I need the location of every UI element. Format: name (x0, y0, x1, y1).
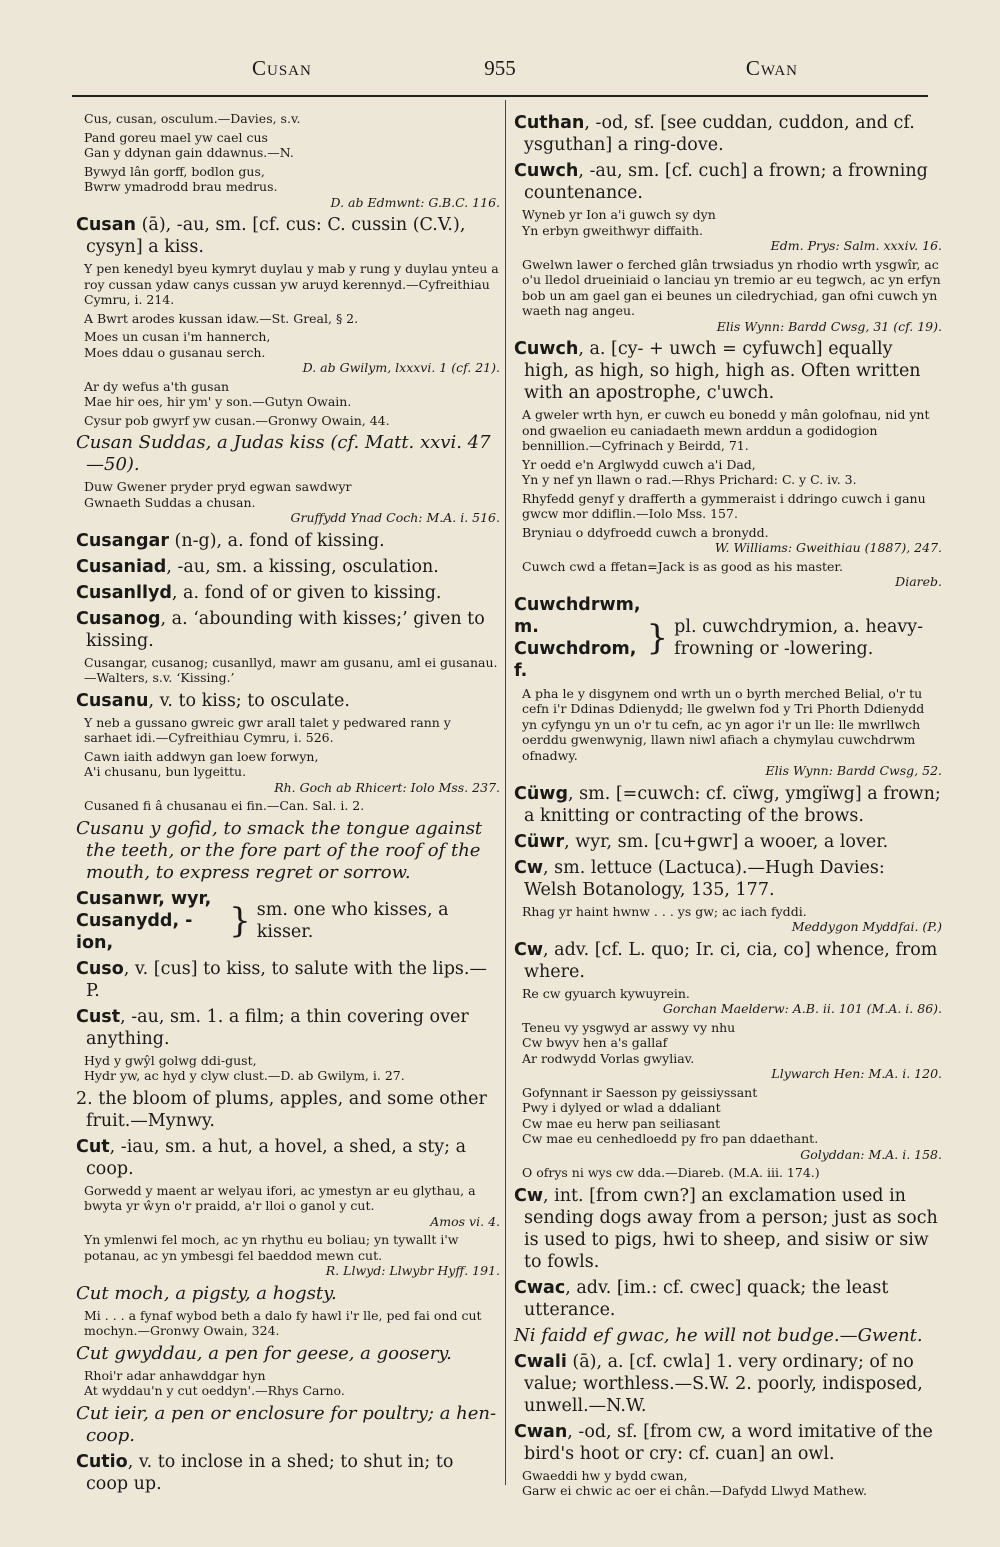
entry-definition: , sm. lettuce (Lactuca).—Hugh Davies: Welsh Botanology, 135, 177. (524, 857, 885, 900)
quotation (84, 749, 500, 796)
paired-entry (514, 594, 942, 682)
quotation-line: Gwaeddi hw y bydd cwan, (522, 1467, 688, 1483)
entry-definition: , v. [cus] to kiss, to salute with the lips.— P. (86, 958, 487, 1001)
quotation-line: Mae hir oes, hir ym' y son.—Gutyn Owain. (84, 394, 352, 409)
quotation-line: Mi . . . a fynaf wybod beth a dalo fy hawl i'r lle, ped fai ond cut mochyn.—Gronwy Owain, 324. (84, 1307, 482, 1338)
entry-headword: Cuthan (514, 113, 585, 133)
dictionary-entry (514, 939, 942, 983)
quotation-line: Hydr yw, ac hyd y clyw clust.—D. ab Gwilym, i. 27. (84, 1068, 405, 1083)
entry-phrase: Cut gwyddau, a pen for geese, a goosery. (76, 1342, 452, 1364)
quotation-source: Golyddan: M.A. i. 158. (800, 1146, 942, 1162)
entry-phrase: Ni faidd ef gwac, he will not budge.—Gwent. (514, 1324, 923, 1346)
brace-glyph: } (646, 617, 669, 658)
column-divider (505, 100, 506, 1485)
quotation-line: Rhag yr haint hwnw . . . ys gw; ac iach fyddi. (522, 903, 807, 919)
quotation (84, 130, 500, 161)
quotation-line: Cw mae eu cenhedloedd py fro pan ddaethant. (522, 1131, 819, 1146)
quotation-source: Diareb. (895, 574, 942, 589)
quotation (522, 1165, 942, 1181)
entry-headword: Cüwg (514, 783, 568, 804)
entry-definition: , v. to inclose in a shed; to shut in; to coop up. (86, 1451, 454, 1494)
entry-definition: (ā), a. [cf. cwla] 1. very ordinary; of no value; worthless.—S.W. 2. poorly, indisposed, unwell.—N.W. (524, 1351, 923, 1416)
quotation-line: A pha le y disgynem ond wrth un o byrth merched Belial, o'r tu cefn i'r Ddinas Ddienydd; lle gwelwn fod y Tri Phorth Ddienydd yn cyfyngu yn un o'r tu cefn, ac yn agor i'r un lle: lle mwrllwch oerddu gwenwynig, llawn niwl afiach a chymylau cuwchdrwm ofnadwy. (522, 685, 925, 763)
entry-headword: Cuwchdrom, f. (514, 638, 637, 681)
entry-headword: Cusanu (76, 690, 149, 711)
quotation (522, 525, 942, 556)
quotation (84, 479, 500, 526)
quotation (84, 164, 500, 211)
quotation-line: Y neb a gussano gwreic gwr arall talet y pedwared rann y sarhaet idi.—Cyfreithiau Cymru, i. 526. (84, 714, 451, 745)
quotation-source: Elis Wynn: Bardd Cwsg, 31 (cf. 19). (716, 318, 942, 334)
dictionary-entry (76, 214, 500, 258)
quotation-source: Gorchan Maelderw: A.B. ii. 101 (M.A. i. 86). (662, 1001, 942, 1016)
quotation-line: Cysur pob gwyrf yw cusan.—Gronwy Owain, 44. (84, 412, 390, 428)
quotation-source: W. Williams: Gweithiau (1887), 247. (714, 540, 942, 555)
entry-headword: Cust (76, 1006, 121, 1027)
quotation (84, 655, 500, 686)
entry-definition: , v. to kiss; to osculate. (148, 690, 350, 711)
quotation-source: R. Llwyd: Llwybr Hyff. 191. (325, 1263, 500, 1278)
quotation (84, 1308, 500, 1339)
dictionary-entry (514, 831, 942, 853)
quotation-line: Gwnaeth Suddas a chusan. (84, 494, 256, 510)
entry-definition: , adv. [im.: cf. cwec] quack; the least utterance. (524, 1277, 889, 1320)
quotation-line: Garw ei chwic ac oer ei chân.—Dafydd Llwyd Mathew. (522, 1483, 867, 1498)
quotation-line: Rhoi'r adar anhawddgar hyn (84, 1367, 266, 1383)
quotation-line: Gorwedd y maent ar welyau ifori, ac ymestyn ar eu glythau, a bwyta yr ŵyn o'r praidd, a'r lloi o ganol y cut. (84, 1182, 476, 1213)
left-column (76, 108, 500, 1497)
quotation (522, 257, 942, 335)
quotation-source: D. ab Gwilym, lxxxvi. 1 (cf. 21). (302, 360, 500, 375)
entry-definition: , -iau, sm. a hut, a hovel, a shed, a sty; a coop. (86, 1136, 467, 1179)
quotation (522, 986, 942, 1017)
header-left-word: Cusan (252, 56, 312, 80)
dictionary-entry (514, 1185, 942, 1273)
quotation-line: Re cw gyuarch kywuyrein. (522, 985, 690, 1001)
entry-headword: Cüwr (514, 831, 565, 852)
quotation-line: Yn ymlenwi fel moch, ac yn rhythu eu boliau; yn tywallt i'w potanau, ac yn ymbesgi fel baeddod mewn cut. (84, 1232, 459, 1263)
dictionary-entry (76, 1006, 500, 1050)
entry-headword: Cwali (514, 1351, 567, 1372)
quotation-line: Bwrw ymadrodd brau medrus. (84, 179, 278, 194)
quotation (522, 457, 942, 488)
quotation-line: Cw bwyv hen a's gallaf (522, 1035, 668, 1050)
dictionary-entry (76, 958, 500, 1002)
quotation-line: Cus, cusan, osculum.—Davies, s.v. (84, 111, 301, 126)
header-right-word: Cwan (745, 56, 798, 80)
quotation (84, 1232, 500, 1279)
dictionary-entry (514, 1277, 942, 1321)
entry-definition: , sm. [=cuwch: cf. cïwg, ymgïwg] a frown; a knitting or contracting of the brows. (524, 783, 941, 826)
brace-glyph: } (229, 900, 251, 941)
quotation-line: Yn erbyn gweithwyr diffaith. (522, 222, 703, 238)
dictionary-entry (514, 338, 942, 404)
quotation-line: Yr oedd e'n Arglwydd cuwch a'i Dad, (522, 456, 756, 472)
quotation-line: Pand goreu mael yw cael cus (84, 129, 268, 145)
entry-headword: Cut (76, 1136, 110, 1157)
quotation-line: At wyddau'n y cut oeddyn'.—Rhys Carno. (84, 1383, 345, 1398)
dictionary-entry (76, 690, 500, 712)
entry-definition: 2. the bloom of plums, apples, and some other fruit.—Mynwy. (76, 1088, 487, 1131)
quotation-line: Cawn iaith addwyn gan loew forwyn, (84, 748, 319, 764)
entry-definition: (ā), -au, sm. [cf. cus: C. cussin (C.V.), cysyn] a kiss. (86, 215, 466, 257)
entry-definition: , -au, sm. 1. a film; a thin covering over anything. (86, 1006, 469, 1049)
dictionary-entry (76, 582, 500, 604)
entry-definition: , a. ‘abounding with kisses;’ given to kissing. (86, 608, 485, 651)
dictionary-entry (76, 608, 500, 652)
quotation-line: Pwy i dylyed or wlad a ddaliant (522, 1100, 721, 1115)
dictionary-entry (514, 160, 942, 204)
entry-headword: Cwan (514, 1421, 568, 1442)
entry-headword: Cw (514, 857, 544, 878)
quotation (84, 715, 500, 746)
entry-headword: Cusanllyd (76, 582, 172, 603)
quotation-source: Meddygon Myddfai. (P.) (791, 919, 942, 934)
entry-headword: Cw (514, 1185, 544, 1206)
entry-headword: Cuwchdrwm, m. (514, 594, 641, 637)
quotation-line: Cusaned fi â chusanau ei fin.—Can. Sal. i. 2. (84, 798, 365, 813)
quotation (84, 798, 500, 814)
quotation (522, 1020, 942, 1082)
dictionary-entry (514, 112, 942, 156)
dictionary-entry (76, 530, 500, 552)
paired-entry (76, 888, 500, 954)
entry-definition: (n-g), a. fond of kissing. (168, 530, 385, 551)
paired-headwords (514, 594, 641, 682)
entry-definition: pl. cuwchdrymion, a. heavy-frowning or -lowering. (674, 616, 924, 659)
quotation-line: Rhyfedd genyf y drafferth a gymmeraist i ddringo cuwch i ganu gwcw mor ddiflin.—Iolo Mss. 157. (522, 490, 926, 521)
quotation-line: Cw mae eu herw pan seiliasant (522, 1115, 721, 1131)
entry-headword: Cusaniad (76, 556, 167, 577)
entry-definition: , -au, sm. a kissing, osculation. (166, 556, 439, 577)
quotation-line: Teneu vy ysgwyd ar asswy vy nhu (522, 1019, 736, 1035)
quotation (522, 207, 942, 254)
quotation-line: Yn y nef yn llawn o rad.—Rhys Prichard: C. y C. iv. 3. (522, 472, 857, 487)
quotation-line: Y pen kenedyl byeu kymryt duylau y mab y rung y duylau ynteu a roy cussan ydaw canys cussan yw aruyd kerennyd.—Cyfreithiau Cymru, i. 214. (84, 261, 499, 307)
page-number: 955 (484, 56, 516, 80)
entry-definition: , adv. [cf. L. quo; Ir. ci, cia, co] whence, from where. (524, 939, 938, 982)
dictionary-entry (514, 1421, 942, 1465)
quotation (84, 261, 500, 308)
quotation (522, 904, 942, 935)
entry-headword: Cutio (76, 1451, 128, 1472)
quotation-line: Cuwch cwd a ffetan=Jack is as good as his master. (522, 558, 843, 574)
entry-headword: Cuwch (514, 339, 579, 359)
quotation-line: Hyd y gwŷl golwg ddi-gust, (84, 1052, 257, 1068)
quotation-line: O ofrys ni wys cw dda.—Diareb. (M.A. iii. 174.) (522, 1165, 820, 1180)
quotation-source: Amos vi. 4. (430, 1213, 500, 1229)
entry-headword: Cw (514, 939, 544, 960)
entry-definition: sm. one who kisses, a kisser. (256, 899, 449, 942)
quotation (84, 1183, 500, 1230)
quotation-line: Moes un cusan i'm hannerch, (84, 329, 271, 344)
quotation-line: Cusangar, cusanog; cusanllyd, mawr am gusanu, aml ei gusanau.—Walters, s.v. ‘Kissing.’ (84, 654, 498, 685)
dictionary-entry (76, 1451, 500, 1495)
dictionary-entry (76, 1136, 500, 1180)
quotation (84, 413, 500, 429)
quotation-line: Gwelwn lawer o ferched glân trwsiadus yn rhodio wrth ysgwîr, ac o'u lledol drueiniaid o lanciau yn tremio ar eu tegwch, ac yn erfyn bob un am gael gan ei beunes un ciledrychiad, gan ofni cuwch yn waeth nag angeu. (522, 256, 941, 318)
quotation-line: Gofynnant ir Saesson py geissiyssant (522, 1084, 758, 1100)
quotation-line: Ar rodwydd Vorlas gwyliav. (522, 1050, 695, 1066)
right-column (514, 108, 942, 1502)
entry-definition: , -au, sm. [cf. cuch] a frown; a frowning countenance. (524, 161, 928, 203)
entry-phrase: Cusanu y gofid, to smack the tongue against the teeth, or the fore part of the roof of the mouth, to express regret or sorrow. (76, 817, 483, 883)
dictionary-entry (76, 556, 500, 578)
entry-phrase: Cut ieir, a pen or enclosure for poultry; a hen-coop. (76, 1402, 497, 1446)
quotation-line: Gan y ddynan gain ddawnus.—N. (84, 145, 294, 160)
quotation-source: Rh. Goch ab Rhicert: Iolo Mss. 237. (274, 779, 500, 795)
quotation-line: Ar dy wefus a'th gusan (84, 378, 230, 394)
page-header (72, 56, 928, 86)
entry-phrase: Cut moch, a pigsty, a hogsty. (76, 1282, 337, 1304)
quotation (522, 491, 942, 522)
entry-headword: Cwac (514, 1277, 566, 1298)
quotation-source: Edm. Prys: Salm. xxxiv. 16. (770, 238, 942, 253)
quotation-source: D. ab Edmwnt: G.B.C. 116. (330, 194, 500, 210)
entry-definition: , a. [cy- + uwch = cyfuwch] equally high, as high, so high, high as. Often written with an apostrophe, c'uwch. (524, 339, 921, 403)
quotation (522, 559, 942, 590)
quotation (522, 1468, 942, 1499)
entry-definition: , a. fond of or given to kissing. (171, 582, 442, 603)
dictionary-entry (514, 857, 942, 901)
entry-headword: Cusanog (76, 608, 161, 629)
quotation-line: Wyneb yr Ion a'i guwch sy dyn (522, 207, 716, 222)
quotation-line: A Bwrt arodes kussan idaw.—St. Greal, § 2. (84, 310, 359, 326)
quotation-line: A'i chusanu, bun lygeittu. (84, 764, 247, 779)
paired-headwords (76, 888, 223, 954)
dictionary-entry (76, 1088, 500, 1132)
quotation-line: Duw Gwener pryder pryd egwan sawdwyr (84, 479, 352, 494)
quotation (84, 329, 500, 376)
quotation (522, 407, 942, 454)
quotation (522, 1085, 942, 1163)
entry-headword: Cusanwr, wyr, (76, 888, 212, 909)
quotation (84, 1368, 500, 1399)
entry-definition: , -od, sf. [from cw, a word imitative of the bird's hoot or cry: cf. cuan] an owl. (524, 1421, 933, 1464)
entry-definition: , -od, sf. [see cuddan, cuddon, and cf. ysguthan] a ring-dove. (524, 113, 915, 155)
quotation-source: Llywarch Hen: M.A. i. 120. (771, 1066, 942, 1081)
dictionary-entry (514, 783, 942, 827)
entry-headword: Cuwch (514, 161, 579, 181)
quotation-line: A gweler wrth hyn, er cuwch eu bonedd y mân golofnau, nid ynt ond gwaelion eu caniadaeth mewn arddun a godidogion bennillion.—Cyfrinach y Beirdd, 71. (522, 407, 930, 453)
quotation-source: Elis Wynn: Bardd Cwsg, 52. (765, 763, 942, 778)
entry-definition: , wyr, sm. [cu+gwr] a wooer, a lover. (564, 831, 889, 852)
quotation (84, 379, 500, 410)
quotation (522, 686, 942, 779)
quotation (84, 111, 500, 127)
header-rule (72, 95, 928, 97)
entry-headword: Cusanydd, -ion, (76, 910, 193, 953)
quotation-source: Gruffydd Ynad Coch: M.A. i. 516. (290, 510, 500, 525)
entry-headword: Cuso (76, 958, 124, 979)
entry-phrase: Cusan Suddas, a Judas kiss (cf. Matt. xxvi. 47 —50). (76, 432, 491, 475)
entry-definition: , int. [from cwn?] an exclamation used in sending dogs away from a person; just as soch is used to pigs, hwi to sheep, and sisiw or siw to fowls. (524, 1185, 938, 1272)
dictionary-entry (514, 1351, 942, 1417)
quotation (84, 1053, 500, 1084)
quotation-line: Moes ddau o gusanau serch. (84, 344, 266, 360)
entry-headword: Cusangar (76, 530, 169, 551)
quotation (84, 311, 500, 327)
quotation-line: Bryniau o ddyfroedd cuwch a bronydd. (522, 524, 769, 540)
entry-headword: Cusan (76, 215, 136, 235)
quotation-line: Bywyd lân gorff, bodlon gus, (84, 163, 265, 179)
